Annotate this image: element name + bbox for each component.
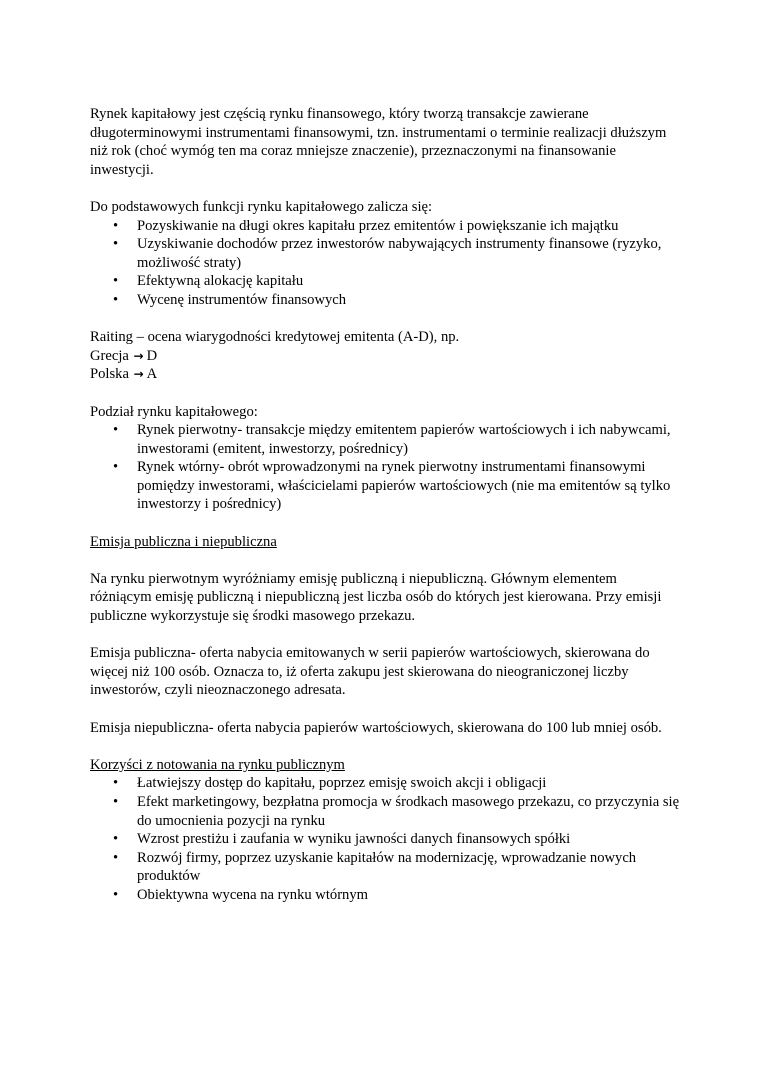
spacer	[90, 514, 680, 533]
list-item	[90, 793, 680, 830]
list-item	[90, 849, 680, 886]
list-item	[90, 458, 680, 514]
bullet-icon: •	[113, 831, 119, 848]
emission-paragraph: Na rynku pierwotnym wyróżniamy emisję publiczną i niepubliczną. Głównym elementem różniącym emisję publiczną i niepubliczną jest liczba osób do których jest kierowana. Przy emisji publiczne wykorzystuje się środki masowego przekazu.	[90, 570, 662, 625]
list-item	[90, 886, 680, 905]
list-item	[90, 272, 680, 291]
bullet-icon: •	[113, 291, 119, 308]
list-item	[90, 830, 680, 849]
spacer	[90, 700, 680, 719]
list-item	[90, 235, 680, 272]
functions-list	[90, 217, 680, 310]
spacer	[90, 626, 680, 645]
emission-paragraph: Emisja niepubliczna- oferta nabycia papierów wartościowych, skierowana do 100 lub mniej osób.	[90, 719, 662, 736]
rating-example	[90, 365, 680, 384]
intro-paragraph: Rynek kapitałowy jest częścią rynku finansowego, który tworzą transakcje zawierane długoterminowymi instrumentami finansowymi, tzn. instrumentami o terminie realizacji dłuższym niż rok (choć wymóg ten ma coraz mniejsze znaczenie), przeznaczonymi na finansowanie inwestycji.	[90, 106, 667, 178]
list-item	[90, 774, 680, 793]
document-page	[90, 105, 680, 905]
bullet-icon: •	[113, 459, 119, 476]
rating-grade: D	[146, 347, 158, 364]
bullet-icon: •	[113, 273, 119, 290]
bullet-icon: •	[113, 793, 119, 810]
list-item-text: Rynek pierwotny- transakcje między emitentem papierów wartościowych i ich nabywcami, inwestorami (emitent, inwestorzy, pośrednicy)	[137, 422, 671, 457]
bullet-icon: •	[113, 849, 119, 866]
bullet-icon: •	[113, 422, 119, 439]
functions-heading: Do podstawowych funkcji rynku kapitałowego zalicza się:	[90, 198, 433, 215]
bullet-icon: •	[113, 775, 119, 792]
rating-country: Grecja	[90, 347, 129, 364]
spacer	[90, 737, 680, 756]
spacer	[90, 384, 680, 403]
spacer	[90, 179, 680, 198]
list-item	[90, 291, 680, 310]
list-item	[90, 217, 680, 236]
emission-heading: Emisja publiczna i niepubliczna	[90, 533, 277, 550]
list-item-text: Uzyskiwanie dochodów przez inwestorów nabywających instrumenty finansowe (ryzyko, możliwość straty)	[137, 236, 662, 271]
rating-country: Polska	[90, 366, 129, 383]
emission-paragraph: Emisja publiczna- oferta nabycia emitowanych w serii papierów wartościowych, skierowana do więcej niż 100 osób. Oznacza to, iż oferta zakupu jest skierowana do nieograniczonej liczby inwestorów, czyli nieoznaczonego adresata.	[90, 645, 650, 699]
rating-definition: Raiting – ocena wiarygodności kredytowej emitenta (A-D), np.	[90, 329, 460, 346]
arrow-right-icon: →	[133, 348, 144, 363]
list-item-text: Efektywną alokację kapitału	[137, 273, 304, 290]
list-item-text: Rynek wtórny- obrót wprowadzonymi na rynek pierwotny instrumentami finansowymi pomiędzy inwestorami, właścicielami papierów wartościowych (nie ma emitentów są tylko inwestorzy i pośrednicy)	[137, 459, 671, 513]
bullet-icon: •	[113, 217, 119, 234]
benefits-list	[90, 774, 680, 904]
list-item-text: Rozwój firmy, poprzez uzyskanie kapitałów na modernizację, wprowadzanie nowych produktów	[137, 849, 637, 885]
spacer	[90, 551, 680, 570]
spacer	[90, 310, 680, 329]
division-heading: Podział rynku kapitałowego:	[90, 403, 258, 420]
list-item-text: Pozyskiwanie na długi okres kapitału przez emitentów i powiększanie ich majątku	[137, 217, 619, 234]
bullet-icon: •	[113, 236, 119, 253]
benefits-heading: Korzyści z notowania na rynku publicznym	[90, 756, 345, 773]
division-list	[90, 421, 680, 514]
list-item-text: Wycenę instrumentów finansowych	[137, 291, 347, 308]
list-item-text: Efekt marketingowy, bezpłatna promocja w środkach masowego przekazu, co przyczynia się do umocnienia pozycji na rynku	[137, 793, 680, 829]
list-item-text: Obiektywna wycena na rynku wtórnym	[137, 886, 369, 903]
arrow-right-icon: →	[133, 367, 144, 382]
bullet-icon: •	[113, 886, 119, 903]
rating-example	[90, 347, 680, 366]
list-item-text: Wzrost prestiżu i zaufania w wyniku jawności danych finansowych spółki	[137, 831, 571, 848]
list-item	[90, 421, 680, 458]
rating-grade: A	[146, 366, 158, 383]
list-item-text: Łatwiejszy dostęp do kapitału, poprzez emisję swoich akcji i obligacji	[137, 775, 547, 792]
